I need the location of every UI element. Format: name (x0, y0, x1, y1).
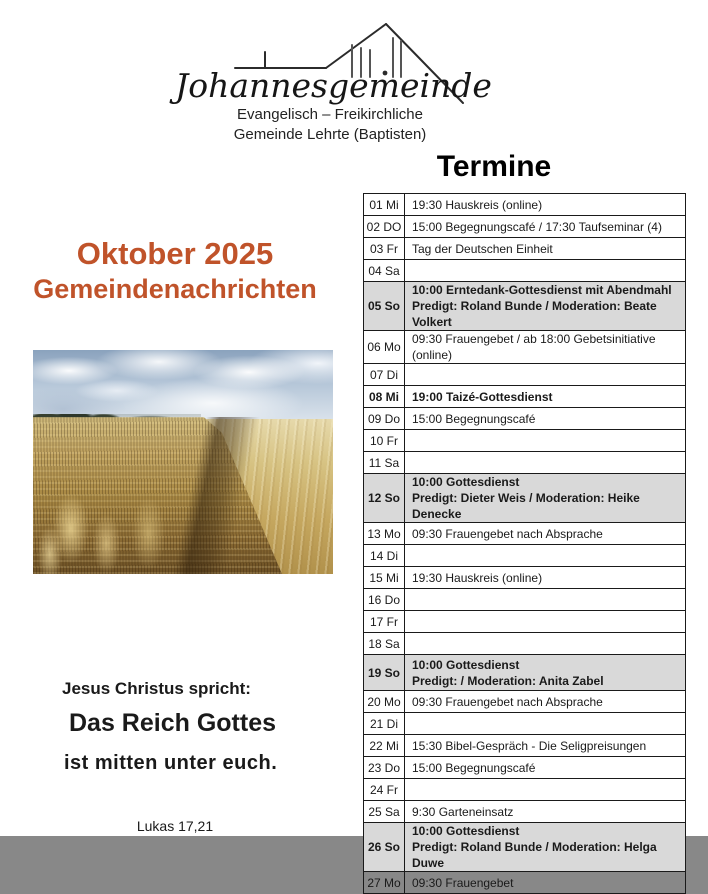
termine-row (364, 331, 686, 364)
termine-date-cell: 12 So (364, 474, 405, 523)
termine-event-cell (405, 452, 686, 474)
termine-event-line: 19:30 Hauskreis (online) (412, 570, 543, 585)
termine-row (364, 823, 686, 872)
termine-event-cell (405, 691, 686, 713)
termine-event-cell (405, 194, 686, 216)
termine-event-cell (405, 633, 686, 655)
termine-event-cell (405, 331, 686, 364)
termine-row (364, 779, 686, 801)
termine-date-cell: 19 So (364, 655, 405, 691)
termine-row (364, 386, 686, 408)
termine-event-line: 10:00 Erntedank-Gottesdienst mit Abendmahl (412, 283, 672, 297)
termine-event-cell (405, 545, 686, 567)
termine-row (364, 611, 686, 633)
termine-event-cell (405, 260, 686, 282)
termine-event-cell (405, 589, 686, 611)
termine-row (364, 523, 686, 545)
termine-row (364, 260, 686, 282)
termine-event-cell (405, 735, 686, 757)
termine-date-cell: 14 Di (364, 545, 405, 567)
photo-wheat-heads (33, 473, 243, 574)
wheat-field-photo (33, 350, 333, 574)
termine-event-cell (405, 713, 686, 735)
termine-event-cell (405, 523, 686, 545)
termine-event-cell (405, 364, 686, 386)
termine-row (364, 757, 686, 779)
termine-event-line: Predigt: Dieter Weis / Moderation: Heike Denecke (412, 491, 640, 521)
termine-date-cell: 20 Mo (364, 691, 405, 713)
termine-date-cell: 11 Sa (364, 452, 405, 474)
termine-row (364, 545, 686, 567)
termine-event-cell (405, 757, 686, 779)
termine-row (364, 713, 686, 735)
termine-date-cell: 25 Sa (364, 801, 405, 823)
termine-date-cell: 23 Do (364, 757, 405, 779)
newsletter-title: Gemeindenachrichten (33, 274, 317, 304)
termine-event-line: 19:00 Taizé-Gottesdienst (412, 389, 553, 404)
termine-event-cell (405, 408, 686, 430)
termine-event-cell (405, 611, 686, 633)
termine-date-cell: 10 Fr (364, 430, 405, 452)
termine-event-cell (405, 282, 686, 331)
termine-row (364, 655, 686, 691)
termine-row (364, 238, 686, 260)
termine-date-cell: 08 Mi (364, 386, 405, 408)
termine-event-line: Tag der Deutschen Einheit (412, 241, 553, 256)
termine-event-line: 09:30 Frauengebet nach Absprache (412, 526, 603, 541)
termine-table (363, 193, 686, 894)
termine-row (364, 691, 686, 713)
termine-event-line: 15:00 Begegnungscafé (412, 760, 536, 775)
termine-event-cell (405, 872, 686, 894)
termine-event-cell (405, 430, 686, 452)
verse-reference: Lukas 17,21 (136, 818, 214, 834)
termine-date-cell: 09 Do (364, 408, 405, 430)
termine-date-cell: 22 Mi (364, 735, 405, 757)
termine-date-cell: 17 Fr (364, 611, 405, 633)
logo-subtitle-1: Evangelisch – Freikirchliche (237, 106, 423, 123)
termine-row (364, 589, 686, 611)
termine-date-cell: 03 Fr (364, 238, 405, 260)
termine-event-cell (405, 801, 686, 823)
termine-row (364, 216, 686, 238)
termine-event-line: Predigt: Roland Bunde / Moderation: Helga Duwe (412, 840, 657, 870)
termine-event-cell (405, 238, 686, 260)
verse-intro: Jesus Christus spricht: (62, 679, 251, 698)
termine-row (364, 801, 686, 823)
termine-row (364, 735, 686, 757)
verse-main: Das Reich Gottes (69, 709, 277, 737)
termine-date-cell: 26 So (364, 823, 405, 872)
termine-event-line: 19:30 Hauskreis (online) (412, 197, 543, 212)
termine-event-line: 09:30 Frauengebet nach Absprache (412, 694, 603, 709)
termine-date-cell: 07 Di (364, 364, 405, 386)
termine-date-cell: 18 Sa (364, 633, 405, 655)
termine-event-line: Predigt: Roland Bunde / Moderation: Beate Volkert (412, 299, 657, 329)
termine-row (364, 452, 686, 474)
termine-event-line: 15:00 Begegnungscafé / 17:30 Taufseminar (4) (412, 219, 662, 234)
verse-sub: ist mitten unter euch. (64, 752, 278, 774)
termine-date-cell: 16 Do (364, 589, 405, 611)
termine-event-cell (405, 567, 686, 589)
termine-row (364, 474, 686, 523)
termine-date-cell: 13 Mo (364, 523, 405, 545)
termine-row (364, 364, 686, 386)
termine-event-line: 15:00 Begegnungscafé (412, 411, 536, 426)
termine-date-cell: 02 DO (364, 216, 405, 238)
logo-subtitle-2: Gemeinde Lehrte (Baptisten) (233, 126, 427, 143)
termine-event-cell (405, 216, 686, 238)
termine-table-body (364, 194, 686, 894)
termine-event-cell (405, 386, 686, 408)
termine-event-line: 10:00 Gottesdienst (412, 824, 520, 838)
termine-date-cell: 06 Mo (364, 331, 405, 364)
termine-row (364, 282, 686, 331)
termine-event-line: 09:30 Frauengebet (412, 875, 514, 890)
termine-event-line: 15:30 Bibel-Gespräch - Die Seligpreisungen (412, 738, 647, 753)
termine-event-line: 09:30 Frauengebet / ab 18:00 Gebetsinitiative (online) (412, 332, 656, 362)
logo-title: Johannesgemeinde (175, 66, 492, 105)
termine-row (364, 430, 686, 452)
termine-event-line: 9:30 Garteneinsatz (412, 804, 514, 819)
termine-event-cell (405, 779, 686, 801)
termine-date-cell: 21 Di (364, 713, 405, 735)
termine-heading: Termine (436, 150, 552, 183)
termine-date-cell: 04 Sa (364, 260, 405, 282)
termine-row (364, 408, 686, 430)
termine-event-cell (405, 655, 686, 691)
termine-event-line: 10:00 Gottesdienst (412, 657, 520, 672)
termine-event-cell (405, 823, 686, 872)
termine-event-cell (405, 474, 686, 523)
month-title: Oktober 2025 (76, 236, 274, 271)
termine-date-cell: 15 Mi (364, 567, 405, 589)
termine-row (364, 567, 686, 589)
termine-row (364, 633, 686, 655)
termine-date-cell: 27 Mo (364, 872, 405, 894)
termine-row (364, 872, 686, 894)
termine-date-cell: 01 Mi (364, 194, 405, 216)
termine-event-line: Predigt: / Moderation: Anita Zabel (412, 673, 604, 688)
photo-sky (33, 350, 333, 424)
termine-row (364, 194, 686, 216)
termine-date-cell: 05 So (364, 282, 405, 331)
termine-date-cell: 24 Fr (364, 779, 405, 801)
termine-event-line: 10:00 Gottesdienst (412, 475, 520, 489)
